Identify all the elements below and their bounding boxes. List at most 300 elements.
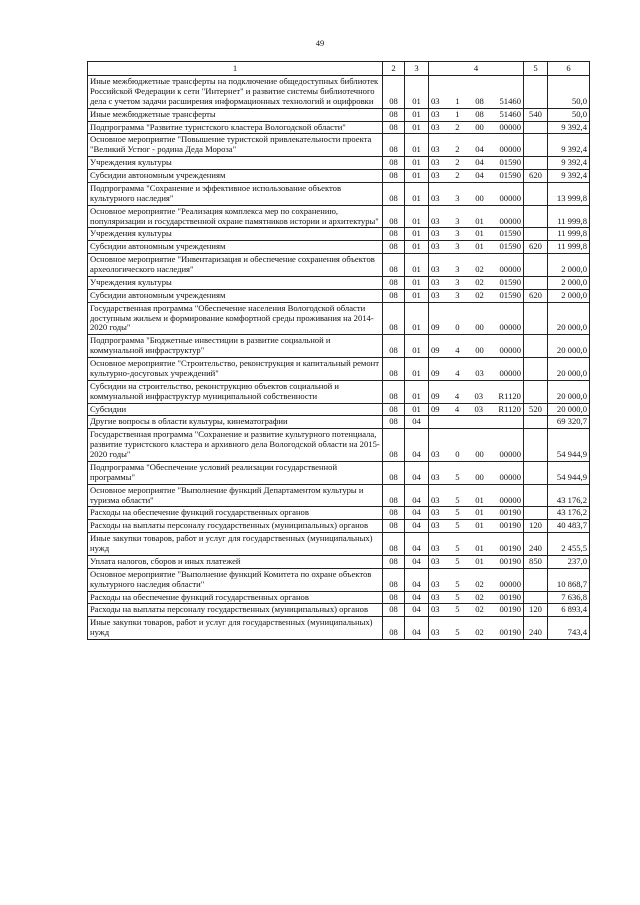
code-part: 01 [475, 241, 484, 252]
table-row [88, 507, 590, 520]
target-article-code [429, 520, 524, 533]
code-part: 00000 [499, 494, 521, 505]
column-header: 5 [524, 62, 548, 76]
expense-name: Иные закупки товаров, работ и услуг для государственных (муниципальных) нужд [88, 533, 383, 556]
expense-type-code [524, 591, 548, 604]
code-part: 03 [431, 95, 440, 106]
code-part: 00000 [499, 264, 521, 274]
expense-type-code [524, 254, 548, 277]
target-article-code [429, 568, 524, 591]
code-part: 5 [455, 494, 460, 505]
expense-name: Основное мероприятие "Реализация комплекса мер по сохранению, популяризации и государственной охране памятников истории и архитектуры" [88, 205, 383, 228]
amount: 2 000,0 [548, 254, 590, 277]
code-part: 01590 [499, 289, 521, 300]
expense-type-code [524, 121, 548, 134]
table-row [88, 76, 590, 109]
expense-name: Основное мероприятие "Выполнение функций Департаментом культуры и туризма области" [88, 484, 383, 507]
table-row [88, 555, 590, 568]
code-part: 00000 [499, 471, 521, 482]
code-part: 01 [475, 543, 484, 553]
expense-name: Подпрограмма "Развитие туристского кластера Вологодской области" [88, 121, 383, 134]
section-code: 08 [383, 182, 405, 205]
subsection-code: 01 [405, 380, 429, 403]
code-part: 03 [431, 494, 440, 505]
amount: 9 392,4 [548, 121, 590, 134]
table-row [88, 617, 590, 640]
table-row [88, 182, 590, 205]
code-part: 5 [455, 520, 460, 531]
subsection-code: 01 [405, 170, 429, 183]
code-part: 03 [431, 520, 440, 531]
subsection-code: 01 [405, 182, 429, 205]
code-part: 01 [475, 520, 484, 531]
table-row [88, 170, 590, 183]
amount: 69 320,7 [548, 416, 590, 429]
section-code: 08 [383, 228, 405, 241]
amount: 20 000,0 [548, 302, 590, 335]
code-part: R1120 [498, 390, 521, 401]
table-row [88, 121, 590, 134]
code-part: 03 [431, 108, 440, 119]
code-part: 00190 [499, 543, 521, 553]
section-code: 08 [383, 591, 405, 604]
target-article-code [429, 461, 524, 484]
target-article-code [429, 134, 524, 157]
expense-name: Другие вопросы в области культуры, кинематографии [88, 416, 383, 429]
subsection-code: 04 [405, 429, 429, 462]
code-part: 01590 [499, 170, 521, 180]
code-part: 09 [431, 367, 440, 378]
table-row [88, 108, 590, 121]
code-part: 5 [455, 627, 460, 638]
section-code: 08 [383, 241, 405, 254]
target-article-code [429, 241, 524, 254]
code-part: 3 [455, 192, 460, 203]
code-part: 3 [455, 276, 460, 287]
target-article-code [429, 380, 524, 403]
target-article-code [429, 76, 524, 109]
section-code: 08 [383, 170, 405, 183]
code-part: 5 [455, 591, 460, 602]
amount: 50,0 [548, 76, 590, 109]
table-row [88, 416, 590, 429]
amount: 6 893,4 [548, 604, 590, 617]
code-part: 03 [431, 471, 440, 482]
section-code: 08 [383, 289, 405, 302]
section-code: 08 [383, 134, 405, 157]
subsection-code: 01 [405, 335, 429, 358]
code-part: 3 [455, 264, 460, 274]
code-part: 4 [455, 367, 460, 378]
subsection-code: 04 [405, 520, 429, 533]
code-part: 00000 [499, 215, 521, 226]
code-part: 5 [455, 471, 460, 482]
target-article-code [429, 617, 524, 640]
expense-name: Подпрограмма "Сохранение и эффективное использование объектов культурного наследия" [88, 182, 383, 205]
section-code: 08 [383, 76, 405, 109]
code-part: 5 [455, 604, 460, 615]
subsection-code: 01 [405, 302, 429, 335]
code-part: 02 [475, 627, 484, 638]
expense-name: Подпрограмма "Обеспечение условий реализации государственной программы" [88, 461, 383, 484]
code-part: 03 [431, 507, 440, 518]
expense-type-code [524, 76, 548, 109]
code-part: 00 [475, 471, 484, 482]
expense-name: Государственная программа "Сохранение и развитие культурного потенциала, развитие туристского кластера и архивного дела Вологодской области на 2015-2020 годы" [88, 429, 383, 462]
code-part: 02 [475, 578, 484, 589]
target-article-code [429, 302, 524, 335]
code-part: 2 [455, 144, 460, 155]
target-article-code [429, 228, 524, 241]
table-row [88, 254, 590, 277]
table-row [88, 302, 590, 335]
code-part: 00 [475, 121, 484, 132]
subsection-code: 01 [405, 254, 429, 277]
code-part: 2 [455, 121, 460, 132]
amount: 2 000,0 [548, 289, 590, 302]
expense-name: Основное мероприятие "Выполнение функций Комитета по охране объектов культурного наследия области" [88, 568, 383, 591]
section-code: 08 [383, 520, 405, 533]
table-header-row [88, 62, 590, 76]
target-article-code [429, 403, 524, 416]
subsection-code: 04 [405, 507, 429, 520]
amount: 54 944,9 [548, 461, 590, 484]
subsection-code: 04 [405, 461, 429, 484]
code-part: 03 [475, 367, 484, 378]
code-part: 3 [455, 215, 460, 226]
subsection-code: 01 [405, 108, 429, 121]
code-part: 03 [431, 121, 440, 132]
target-article-code [429, 289, 524, 302]
code-part: 08 [475, 95, 484, 106]
expense-type-code [524, 429, 548, 462]
expense-name: Субсидии [88, 403, 383, 416]
target-article-code [429, 182, 524, 205]
amount: 2 000,0 [548, 276, 590, 289]
subsection-code: 01 [405, 358, 429, 381]
code-part: 02 [475, 289, 484, 300]
expense-name: Расходы на обеспечение функций государственных органов [88, 591, 383, 604]
section-code: 08 [383, 416, 405, 429]
code-part: 03 [431, 578, 440, 589]
code-part: 03 [474, 390, 484, 401]
code-part: 01 [475, 555, 484, 566]
expense-name: Иные межбюджетные трансферты на подключение общедоступных библиотек Российской Федерации к сети "Интернет" и развитие системы библиотечного дела с учетом задачи расширения информационных технологий и оцифровки [88, 76, 383, 109]
expense-name: Субсидии на строительство, реконструкцию объектов социальной и коммунальной инфраструктур муниципальной собственности [88, 380, 383, 403]
column-header: 2 [383, 62, 405, 76]
expense-type-code: 850 [524, 555, 548, 568]
code-part: 04 [475, 170, 484, 180]
code-part: 01590 [499, 228, 521, 239]
expense-type-code [524, 228, 548, 241]
code-part: 4 [454, 390, 460, 401]
expense-name: Подпрограмма "Бюджетные инвестиции в развитие социальной и коммунальной инфраструктур" [88, 335, 383, 358]
table-row [88, 568, 590, 591]
target-article-code [429, 254, 524, 277]
expense-name: Учреждения культуры [88, 276, 383, 289]
code-part: 00000 [499, 121, 521, 132]
code-part: 00190 [499, 520, 521, 531]
amount: 237,0 [548, 555, 590, 568]
code-part: 03 [474, 403, 484, 414]
section-code: 08 [383, 461, 405, 484]
section-code: 08 [383, 157, 405, 170]
expense-type-code [524, 461, 548, 484]
code-part: 5 [455, 543, 460, 553]
section-code: 08 [383, 121, 405, 134]
code-part: 4 [455, 345, 460, 356]
expense-name: Государственная программа "Обеспечение населения Вологодской области доступным жильем и формирование комфортной среды проживания на 2014-2020 годы" [88, 302, 383, 335]
expense-type-code: 620 [524, 241, 548, 254]
section-code: 08 [383, 507, 405, 520]
section-code: 08 [383, 617, 405, 640]
table-row [88, 276, 590, 289]
section-code: 08 [383, 429, 405, 462]
table-row [88, 484, 590, 507]
section-code: 08 [383, 604, 405, 617]
subsection-code: 01 [405, 205, 429, 228]
amount: 9 392,4 [548, 157, 590, 170]
amount: 11 999,8 [548, 205, 590, 228]
section-code: 08 [383, 555, 405, 568]
subsection-code: 04 [405, 555, 429, 568]
code-part: 09 [431, 345, 440, 356]
target-article-code [429, 108, 524, 121]
column-header: 6 [548, 62, 590, 76]
code-part: 00000 [499, 345, 521, 356]
expense-type-code: 240 [524, 533, 548, 556]
expense-name: Уплата налогов, сборов и иных платежей [88, 555, 383, 568]
code-part: 00190 [499, 627, 521, 638]
amount: 11 999,8 [548, 228, 590, 241]
table-row [88, 591, 590, 604]
table-row [88, 604, 590, 617]
amount: 20 000,0 [548, 335, 590, 358]
code-part: 08 [475, 108, 484, 119]
code-part: 03 [431, 192, 440, 203]
amount: 7 636,8 [548, 591, 590, 604]
code-part: 03 [431, 543, 440, 553]
amount: 9 392,4 [548, 170, 590, 183]
expense-name: Учреждения культуры [88, 228, 383, 241]
code-part: 01 [475, 228, 484, 239]
expense-name: Расходы на выплаты персоналу государственных (муниципальных) органов [88, 604, 383, 617]
amount: 40 483,7 [548, 520, 590, 533]
code-part: 5 [455, 555, 460, 566]
code-part: 01 [475, 494, 484, 505]
budget-table [87, 61, 590, 640]
code-part: 03 [431, 449, 440, 459]
code-part: 01590 [499, 157, 521, 168]
column-header: 3 [405, 62, 429, 76]
code-part: 00190 [499, 604, 521, 615]
expense-type-code [524, 484, 548, 507]
target-article-code [429, 416, 524, 429]
table-row [88, 134, 590, 157]
table-row [88, 157, 590, 170]
table-row [88, 205, 590, 228]
target-article-code [429, 507, 524, 520]
target-article-code [429, 205, 524, 228]
section-code: 08 [383, 335, 405, 358]
code-part: 03 [431, 241, 440, 252]
table-row [88, 533, 590, 556]
section-code: 08 [383, 302, 405, 335]
code-part: 09 [431, 390, 440, 401]
code-part: 00000 [499, 578, 521, 589]
target-article-code [429, 429, 524, 462]
amount: 20 000,0 [548, 380, 590, 403]
code-part: 03 [431, 627, 440, 638]
expense-type-code [524, 182, 548, 205]
target-article-code [429, 484, 524, 507]
section-code: 08 [383, 358, 405, 381]
expense-type-code [524, 302, 548, 335]
code-part: 00190 [499, 507, 521, 518]
expense-type-code [524, 205, 548, 228]
code-part: 00 [475, 345, 484, 356]
subsection-code: 04 [405, 533, 429, 556]
subsection-code: 04 [405, 617, 429, 640]
table-row [88, 228, 590, 241]
amount: 11 999,8 [548, 241, 590, 254]
table-row [88, 241, 590, 254]
target-article-code [429, 170, 524, 183]
target-article-code [429, 335, 524, 358]
code-part: 00 [475, 322, 484, 333]
amount: 9 392,4 [548, 134, 590, 157]
code-part: 00190 [499, 555, 521, 566]
expense-type-code: 540 [524, 108, 548, 121]
code-part: 02 [475, 604, 484, 615]
subsection-code: 01 [405, 403, 429, 416]
code-part: 01 [475, 507, 484, 518]
section-code: 08 [383, 254, 405, 277]
code-part: 09 [431, 322, 440, 333]
amount: 20 000,0 [548, 403, 590, 416]
amount: 13 999,8 [548, 182, 590, 205]
code-part: 4 [454, 403, 460, 414]
table-row [88, 335, 590, 358]
section-code: 08 [383, 205, 405, 228]
section-code: 08 [383, 403, 405, 416]
code-part: 00 [475, 449, 484, 459]
amount: 54 944,9 [548, 429, 590, 462]
code-part: 00190 [499, 591, 521, 602]
section-code: 08 [383, 108, 405, 121]
code-part: 02 [475, 591, 484, 602]
expense-type-code [524, 276, 548, 289]
code-part: 00000 [499, 367, 521, 378]
table-row [88, 429, 590, 462]
code-part: 00000 [499, 192, 521, 203]
expense-name: Иные закупки товаров, работ и услуг для государственных (муниципальных) нужд [88, 617, 383, 640]
expense-type-code: 120 [524, 520, 548, 533]
code-part: 0 [455, 322, 460, 333]
code-part: 01590 [499, 241, 521, 252]
code-part: 0 [455, 449, 460, 459]
table-row [88, 520, 590, 533]
code-part: 03 [431, 604, 440, 615]
target-article-code [429, 533, 524, 556]
code-part: 3 [455, 228, 460, 239]
subsection-code: 01 [405, 121, 429, 134]
expense-name: Расходы на обеспечение функций государственных органов [88, 507, 383, 520]
code-part: 2 [455, 170, 460, 180]
target-article-code [429, 591, 524, 604]
expense-name: Основное мероприятие "Повышение туристской привлекательности проекта "Великий Устюг - родина Деда Мороза" [88, 134, 383, 157]
amount: 50,0 [548, 108, 590, 121]
subsection-code: 04 [405, 416, 429, 429]
subsection-code: 04 [405, 568, 429, 591]
subsection-code: 04 [405, 591, 429, 604]
code-part: 03 [431, 215, 440, 226]
code-part: 01590 [499, 276, 521, 287]
code-part: 03 [431, 170, 440, 180]
subsection-code: 01 [405, 276, 429, 289]
subsection-code: 01 [405, 241, 429, 254]
code-part: 03 [431, 276, 440, 287]
expense-name: Основное мероприятие "Инвентаризация и обеспечение сохранения объектов археологического наследия" [88, 254, 383, 277]
subsection-code: 01 [405, 228, 429, 241]
expense-name: Основное мероприятие "Строительство, реконструкция и капитальный ремонт культурно-досуговых учреждений" [88, 358, 383, 381]
code-part: 1 [455, 95, 460, 106]
code-part: 03 [431, 228, 440, 239]
amount: 2 455,5 [548, 533, 590, 556]
expense-type-code [524, 157, 548, 170]
target-article-code [429, 555, 524, 568]
amount: 43 176,2 [548, 507, 590, 520]
code-part: 51460 [499, 108, 521, 119]
expense-name: Субсидии автономным учреждениям [88, 241, 383, 254]
code-part: 04 [475, 144, 484, 155]
code-part: 51460 [499, 95, 521, 106]
code-part: 2 [455, 157, 460, 168]
target-article-code [429, 157, 524, 170]
table-row [88, 358, 590, 381]
code-part: 1 [455, 108, 460, 119]
amount: 43 176,2 [548, 484, 590, 507]
expense-type-code: 620 [524, 170, 548, 183]
expense-name: Субсидии автономным учреждениям [88, 170, 383, 183]
code-part: 03 [431, 289, 440, 300]
expense-type-code [524, 134, 548, 157]
code-part: 03 [431, 555, 440, 566]
code-part: 5 [455, 578, 460, 589]
expense-type-code [524, 380, 548, 403]
expense-type-code [524, 335, 548, 358]
subsection-code: 04 [405, 604, 429, 617]
code-part: 00000 [499, 144, 521, 155]
expense-name: Расходы на выплаты персоналу государственных (муниципальных) органов [88, 520, 383, 533]
table-row [88, 461, 590, 484]
expense-type-code [524, 416, 548, 429]
amount: 10 868,7 [548, 568, 590, 591]
expense-type-code [524, 358, 548, 381]
expense-type-code: 620 [524, 289, 548, 302]
page-number: 49 [315, 38, 325, 48]
target-article-code [429, 121, 524, 134]
section-code: 08 [383, 276, 405, 289]
column-header: 1 [88, 62, 383, 76]
section-code: 08 [383, 484, 405, 507]
code-part: 02 [475, 276, 484, 287]
table-row [88, 289, 590, 302]
code-part: 04 [475, 157, 484, 168]
expense-type-code [524, 507, 548, 520]
code-part: 00000 [499, 449, 521, 459]
code-part: 00 [475, 192, 484, 203]
